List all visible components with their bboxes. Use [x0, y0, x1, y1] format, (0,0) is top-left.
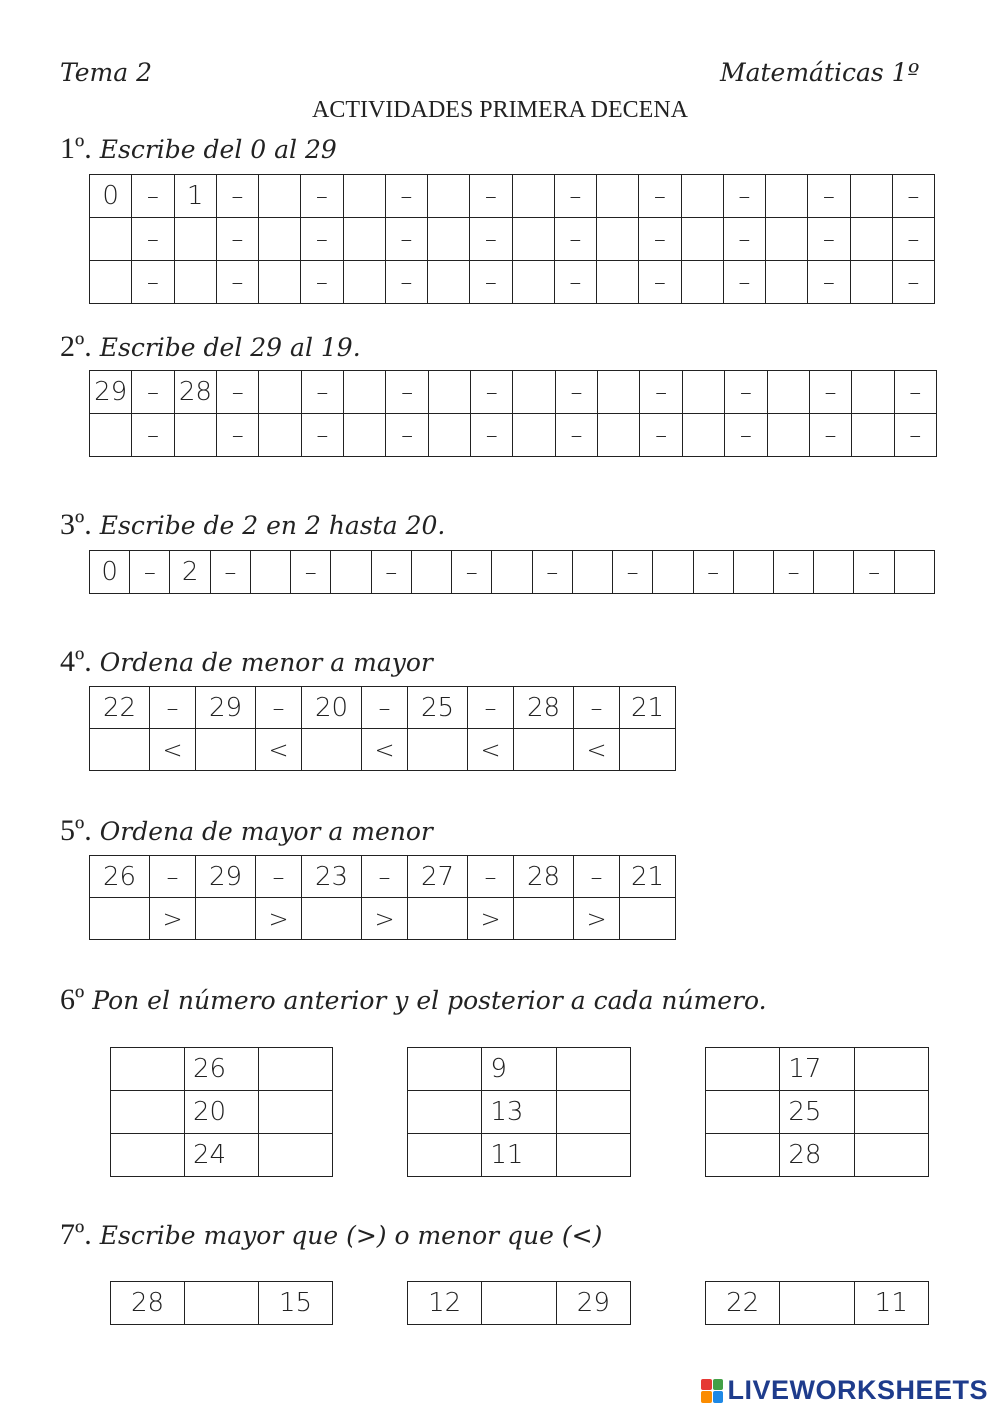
answer-cell[interactable]: [428, 371, 470, 414]
grid-row: [90, 729, 676, 771]
number-cell: 23: [302, 856, 362, 898]
separator-cell: –: [362, 856, 408, 898]
separator-cell: –: [725, 414, 767, 457]
separator-cell: –: [216, 218, 258, 261]
answer-cell[interactable]: [766, 261, 808, 304]
answer-cell[interactable]: [814, 551, 854, 594]
grid-row: [706, 1282, 929, 1325]
answer-cell[interactable]: [492, 551, 532, 594]
answer-cell[interactable]: [597, 175, 639, 218]
answer-cell[interactable]: [512, 218, 554, 261]
exercise-number: 2º.: [60, 330, 92, 363]
separator-cell: >: [574, 898, 620, 940]
answer-cell[interactable]: [196, 729, 256, 771]
separator-cell: –: [385, 218, 427, 261]
separator-cell: –: [132, 414, 174, 457]
given-number-cell: 17: [780, 1048, 854, 1091]
number-cell: 25: [408, 687, 468, 729]
answer-cell[interactable]: [598, 414, 640, 457]
separator-cell: –: [555, 371, 597, 414]
separator-cell: –: [470, 175, 512, 218]
separator-cell: >: [362, 898, 408, 940]
number-cell: 28: [514, 687, 574, 729]
separator-cell: –: [362, 687, 408, 729]
previous-number-cell[interactable]: [111, 1091, 185, 1134]
separator-cell: –: [468, 687, 514, 729]
separator-cell: –: [301, 175, 343, 218]
given-number-cell: 26: [185, 1048, 259, 1091]
separator-cell: –: [470, 261, 512, 304]
exercise-7-table-1: [110, 1281, 333, 1325]
exercise-7-heading: [60, 1218, 602, 1252]
separator-cell: –: [291, 551, 331, 594]
separator-cell: <: [256, 729, 302, 771]
number-cell: 0: [90, 175, 132, 218]
number-cell: 20: [302, 687, 362, 729]
answer-cell[interactable]: [196, 898, 256, 940]
answer-cell[interactable]: [408, 729, 468, 771]
separator-cell: –: [452, 551, 492, 594]
separator-cell: –: [132, 371, 174, 414]
answer-cell[interactable]: [620, 898, 676, 940]
answer-cell[interactable]: [302, 898, 362, 940]
answer-cell[interactable]: [90, 729, 150, 771]
answer-cell[interactable]: [411, 551, 451, 594]
separator-cell: –: [132, 261, 174, 304]
answer-cell[interactable]: [174, 218, 216, 261]
right-number-cell: 29: [556, 1282, 630, 1325]
grid-row: [111, 1282, 333, 1325]
separator-cell: –: [894, 371, 936, 414]
given-number-cell: 28: [780, 1134, 854, 1177]
separator-cell: –: [554, 218, 596, 261]
liveworksheets-mark-icon: [701, 1379, 723, 1403]
answer-cell[interactable]: [90, 218, 132, 261]
grid-row: [111, 1048, 333, 1091]
given-number-cell: 25: [780, 1091, 854, 1134]
answer-cell[interactable]: [344, 371, 386, 414]
previous-number-cell[interactable]: [408, 1091, 482, 1134]
separator-cell: <: [574, 729, 620, 771]
left-number-cell: 28: [111, 1282, 185, 1325]
separator-cell: –: [574, 687, 620, 729]
answer-cell[interactable]: [681, 261, 723, 304]
answer-cell[interactable]: [512, 175, 554, 218]
separator-cell: –: [150, 856, 196, 898]
grid-row: [90, 898, 676, 940]
grid-row: [90, 551, 935, 594]
separator-cell: –: [809, 414, 851, 457]
answer-cell[interactable]: [259, 261, 301, 304]
answer-cell[interactable]: [331, 551, 371, 594]
previous-number-cell[interactable]: [706, 1134, 780, 1177]
next-number-cell[interactable]: [556, 1048, 630, 1091]
answer-cell[interactable]: [767, 414, 809, 457]
grid-row: [706, 1048, 929, 1091]
answer-cell[interactable]: [90, 898, 150, 940]
separator-cell: –: [301, 218, 343, 261]
separator-cell: –: [150, 687, 196, 729]
answer-cell[interactable]: [259, 218, 301, 261]
separator-cell: –: [808, 175, 850, 218]
answer-cell[interactable]: [852, 414, 894, 457]
exercise-6-table-2: [407, 1047, 631, 1177]
next-number-cell[interactable]: [854, 1091, 928, 1134]
grid-row: [90, 856, 676, 898]
grid-row: [90, 687, 676, 729]
grid-row: [90, 218, 935, 261]
separator-cell: –: [723, 218, 765, 261]
separator-cell: –: [808, 218, 850, 261]
answer-cell[interactable]: [344, 414, 386, 457]
given-number-cell: 9: [482, 1048, 556, 1091]
separator-cell: –: [210, 551, 250, 594]
previous-number-cell[interactable]: [408, 1134, 482, 1177]
given-number-cell: 20: [185, 1091, 259, 1134]
previous-number-cell[interactable]: [111, 1048, 185, 1091]
answer-cell[interactable]: [90, 414, 132, 457]
page-title: ACTIVIDADES PRIMERA DECENA: [311, 97, 688, 123]
answer-cell[interactable]: [343, 261, 385, 304]
separator-cell: –: [854, 551, 894, 594]
exercise-number: 3º.: [60, 508, 92, 541]
number-cell: 29: [90, 371, 132, 414]
separator-cell: –: [894, 414, 936, 457]
separator-cell: –: [640, 371, 682, 414]
number-cell: 22: [90, 687, 150, 729]
separator-cell: –: [301, 414, 343, 457]
number-cell: 2: [170, 551, 210, 594]
answer-cell[interactable]: [343, 218, 385, 261]
answer-cell[interactable]: [852, 371, 894, 414]
exercise-4-grid: [89, 686, 676, 771]
answer-cell[interactable]: [428, 261, 470, 304]
exercise-7-table-3: [705, 1281, 929, 1325]
next-number-cell[interactable]: [259, 1134, 333, 1177]
header-subject: Matemáticas 1º: [720, 58, 920, 87]
answer-cell[interactable]: [682, 414, 724, 457]
exercise-instruction: Escribe de 2 en 2 hasta 20.: [99, 511, 446, 540]
answer-cell[interactable]: [259, 414, 301, 457]
separator-cell: >: [256, 898, 302, 940]
grid-row: [90, 371, 937, 414]
exercise-2-grid: [89, 370, 937, 457]
answer-cell[interactable]: [733, 551, 773, 594]
next-number-cell[interactable]: [556, 1134, 630, 1177]
separator-cell: –: [532, 551, 572, 594]
number-cell: 1: [174, 175, 216, 218]
answer-cell[interactable]: [850, 261, 892, 304]
separator-cell: –: [385, 175, 427, 218]
answer-cell[interactable]: [250, 551, 290, 594]
separator-cell: >: [468, 898, 514, 940]
exercise-4-heading: [60, 645, 433, 679]
answer-cell[interactable]: [428, 218, 470, 261]
answer-cell[interactable]: [681, 175, 723, 218]
grid-row: [706, 1134, 929, 1177]
separator-cell: –: [613, 551, 653, 594]
separator-cell: –: [216, 261, 258, 304]
answer-cell[interactable]: [514, 898, 574, 940]
separator-cell: –: [217, 414, 259, 457]
grid-row: [111, 1134, 333, 1177]
next-number-cell[interactable]: [259, 1048, 333, 1091]
grid-row: [706, 1091, 929, 1134]
answer-cell[interactable]: [850, 218, 892, 261]
exercise-5-heading: [60, 814, 433, 848]
answer-cell[interactable]: [343, 175, 385, 218]
separator-cell: –: [725, 371, 767, 414]
left-number-cell: 22: [706, 1282, 780, 1325]
separator-cell: –: [132, 175, 174, 218]
exercise-instruction: Ordena de menor a mayor: [99, 648, 433, 677]
exercise-6-heading: [60, 983, 767, 1017]
number-cell: 29: [196, 687, 256, 729]
given-number-cell: 24: [185, 1134, 259, 1177]
grid-row: [408, 1048, 631, 1091]
exercise-7-table-2: [407, 1281, 631, 1325]
exercise-1-heading: [60, 132, 337, 166]
exercise-2-heading: [60, 330, 361, 364]
next-number-cell[interactable]: [854, 1048, 928, 1091]
exercise-1-grid: [89, 174, 935, 304]
exercise-instruction: Escribe del 0 al 29: [99, 135, 337, 164]
answer-cell[interactable]: [653, 551, 693, 594]
exercise-3-heading: [60, 508, 445, 542]
separator-cell: <: [468, 729, 514, 771]
exercise-5-grid: [89, 855, 676, 940]
separator-cell: –: [471, 371, 513, 414]
answer-cell[interactable]: [681, 218, 723, 261]
grid-row: [408, 1282, 631, 1325]
exercise-instruction: Pon el número anterior y el posterior a cada número.: [92, 986, 767, 1015]
separator-cell: –: [892, 261, 934, 304]
separator-cell: –: [639, 261, 681, 304]
number-cell: 21: [620, 856, 676, 898]
number-cell: 26: [90, 856, 150, 898]
separator-cell: –: [773, 551, 813, 594]
liveworksheets-logo: [701, 1375, 988, 1406]
exercise-number: 1º.: [60, 132, 92, 165]
separator-cell: –: [301, 261, 343, 304]
exercise-number: 4º.: [60, 645, 92, 678]
separator-cell: –: [130, 551, 170, 594]
separator-cell: –: [386, 371, 428, 414]
separator-cell: <: [362, 729, 408, 771]
answer-cell[interactable]: [766, 218, 808, 261]
exercise-number: 5º.: [60, 814, 92, 847]
separator-cell: >: [150, 898, 196, 940]
separator-cell: –: [808, 261, 850, 304]
number-cell: 0: [90, 551, 130, 594]
number-cell: 29: [196, 856, 256, 898]
comparison-answer-cell[interactable]: [780, 1282, 854, 1325]
grid-row: [408, 1134, 631, 1177]
separator-cell: –: [555, 414, 597, 457]
header-topic: Tema 2: [60, 58, 152, 87]
exercise-6-table-3: [705, 1047, 929, 1177]
answer-cell[interactable]: [620, 729, 676, 771]
answer-cell[interactable]: [766, 175, 808, 218]
separator-cell: –: [471, 414, 513, 457]
exercise-instruction: Escribe del 29 al 19.: [99, 333, 361, 362]
answer-cell[interactable]: [513, 414, 555, 457]
separator-cell: –: [809, 371, 851, 414]
answer-cell[interactable]: [598, 371, 640, 414]
separator-cell: –: [470, 218, 512, 261]
answer-cell[interactable]: [259, 175, 301, 218]
exercise-number: 6º: [60, 983, 85, 1016]
separator-cell: –: [256, 856, 302, 898]
previous-number-cell[interactable]: [111, 1134, 185, 1177]
answer-cell[interactable]: [894, 551, 934, 594]
left-number-cell: 12: [408, 1282, 482, 1325]
answer-cell[interactable]: [597, 261, 639, 304]
previous-number-cell[interactable]: [706, 1048, 780, 1091]
separator-cell: –: [892, 175, 934, 218]
separator-cell: –: [468, 856, 514, 898]
separator-cell: –: [256, 687, 302, 729]
separator-cell: –: [554, 175, 596, 218]
comparison-answer-cell[interactable]: [185, 1282, 259, 1325]
separator-cell: –: [301, 371, 343, 414]
answer-cell[interactable]: [597, 218, 639, 261]
separator-cell: –: [371, 551, 411, 594]
exercise-6-table-1: [110, 1047, 333, 1177]
answer-cell[interactable]: [850, 175, 892, 218]
given-number-cell: 13: [482, 1091, 556, 1134]
answer-cell[interactable]: [302, 729, 362, 771]
answer-cell[interactable]: [512, 261, 554, 304]
answer-cell[interactable]: [572, 551, 612, 594]
grid-row: [408, 1091, 631, 1134]
separator-cell: –: [385, 261, 427, 304]
separator-cell: –: [554, 261, 596, 304]
previous-number-cell[interactable]: [408, 1048, 482, 1091]
comparison-answer-cell[interactable]: [482, 1282, 556, 1325]
separator-cell: –: [132, 218, 174, 261]
answer-cell[interactable]: [174, 261, 216, 304]
brand-name: LIVEWORKSHEETS: [727, 1375, 988, 1405]
separator-cell: –: [386, 414, 428, 457]
separator-cell: –: [216, 175, 258, 218]
answer-cell[interactable]: [428, 175, 470, 218]
answer-cell[interactable]: [428, 414, 470, 457]
number-cell: 21: [620, 687, 676, 729]
exercise-instruction: Ordena de mayor a menor: [99, 817, 433, 846]
next-number-cell[interactable]: [854, 1134, 928, 1177]
grid-row: [111, 1091, 333, 1134]
right-number-cell: 11: [854, 1282, 928, 1325]
exercise-instruction: Escribe mayor que (>) o menor que (<): [99, 1221, 603, 1250]
next-number-cell[interactable]: [259, 1091, 333, 1134]
answer-cell[interactable]: [174, 414, 216, 457]
separator-cell: –: [723, 261, 765, 304]
separator-cell: –: [639, 175, 681, 218]
separator-cell: –: [217, 371, 259, 414]
answer-cell[interactable]: [514, 729, 574, 771]
answer-cell[interactable]: [767, 371, 809, 414]
number-cell: 28: [514, 856, 574, 898]
given-number-cell: 11: [482, 1134, 556, 1177]
number-cell: 28: [174, 371, 216, 414]
exercise-number: 7º.: [60, 1218, 92, 1251]
grid-row: [90, 261, 935, 304]
number-cell: 27: [408, 856, 468, 898]
answer-cell[interactable]: [682, 371, 724, 414]
separator-cell: –: [574, 856, 620, 898]
exercise-3-grid: [89, 550, 935, 594]
separator-cell: –: [723, 175, 765, 218]
separator-cell: –: [693, 551, 733, 594]
next-number-cell[interactable]: [556, 1091, 630, 1134]
right-number-cell: 15: [259, 1282, 333, 1325]
grid-row: [90, 414, 937, 457]
separator-cell: –: [892, 218, 934, 261]
answer-cell[interactable]: [259, 371, 301, 414]
answer-cell[interactable]: [408, 898, 468, 940]
answer-cell[interactable]: [513, 371, 555, 414]
separator-cell: <: [150, 729, 196, 771]
answer-cell[interactable]: [90, 261, 132, 304]
separator-cell: –: [640, 414, 682, 457]
previous-number-cell[interactable]: [706, 1091, 780, 1134]
separator-cell: –: [639, 218, 681, 261]
grid-row: [90, 175, 935, 218]
